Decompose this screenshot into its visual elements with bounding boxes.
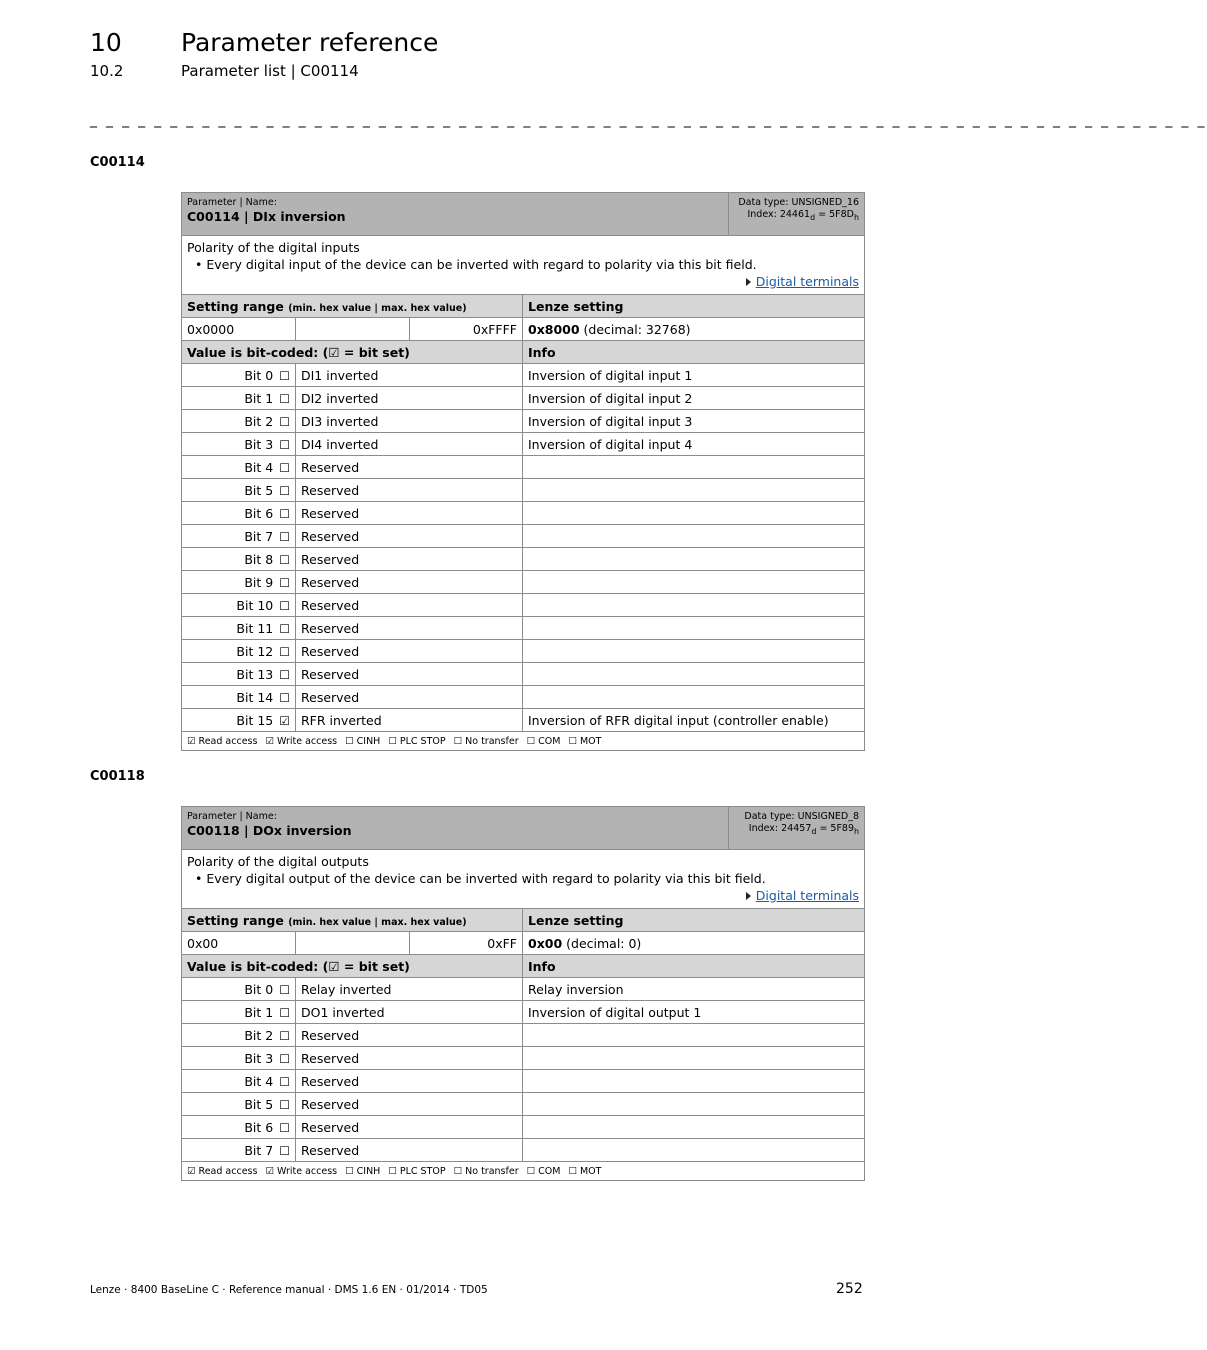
bit-number: Bit 15 ☑ [182, 709, 296, 732]
bit-row [182, 663, 865, 686]
access-flag: ☑ Read access [187, 1165, 258, 1177]
empty-cell [296, 318, 410, 341]
bit-row [182, 1001, 865, 1024]
bit-name: Reserved [296, 548, 523, 571]
checkbox-icon: ☑ [279, 713, 290, 728]
bit-number: Bit 0 ☐ [182, 364, 296, 387]
parameter-heading: C00118 [90, 769, 145, 784]
checkbox-icon: ☐ [279, 1097, 290, 1112]
bit-row [182, 1047, 865, 1070]
bit-number: Bit 9 ☐ [182, 571, 296, 594]
footer-doc-info: Lenze · 8400 BaseLine C · Reference manual · DMS 1.6 EN · 01/2014 · TD05 [90, 1284, 488, 1296]
info-label: Info [523, 955, 865, 978]
data-type-cell [729, 807, 865, 850]
bit-number: Bit 2 ☐ [182, 1024, 296, 1047]
checkbox-icon: ☐ [279, 460, 290, 475]
bit-row [182, 502, 865, 525]
min-value: 0x0000 [182, 318, 296, 341]
empty-cell [296, 932, 410, 955]
bit-number: Bit 5 ☐ [182, 1093, 296, 1116]
parameter-heading: C00114 [90, 155, 145, 170]
checkbox-icon: ☐ [279, 391, 290, 406]
bit-name: DI4 inverted [296, 433, 523, 456]
lenze-setting-value: 0x8000 (decimal: 32768) [523, 318, 865, 341]
bit-info [523, 1070, 865, 1093]
parameter-label: Parameter | Name: [187, 197, 277, 208]
checkbox-icon: ☐ [279, 483, 290, 498]
bit-info: Inversion of RFR digital input (controller enable) [523, 709, 865, 732]
max-value: 0xFFFF [410, 318, 523, 341]
bit-number: Bit 12 ☐ [182, 640, 296, 663]
access-flag: ☐ COM [526, 735, 561, 747]
checkbox-icon: ☐ [279, 575, 290, 590]
bit-name: RFR inverted [296, 709, 523, 732]
checkbox-icon: ☐ [279, 1028, 290, 1043]
bit-number: Bit 11 ☐ [182, 617, 296, 640]
bit-info [523, 548, 865, 571]
parameter-header-row [182, 807, 865, 850]
checkbox-icon: ☐ [279, 529, 290, 544]
digital-terminals-link[interactable]: Digital terminals [755, 274, 859, 289]
description-row [182, 850, 865, 909]
bit-number: Bit 5 ☐ [182, 479, 296, 502]
bitcoded-header-row [182, 341, 865, 364]
bit-number: Bit 14 ☐ [182, 686, 296, 709]
setting-range-label: Setting range (min. hex value | max. hex value) [182, 909, 523, 932]
access-flag: ☐ MOT [568, 1165, 602, 1177]
bit-name: DI2 inverted [296, 387, 523, 410]
parameter-table [181, 192, 865, 751]
cross-reference [187, 273, 859, 290]
chapter-number: 10 [90, 28, 122, 57]
bit-info [523, 1047, 865, 1070]
min-value: 0x00 [182, 932, 296, 955]
bit-number: Bit 13 ☐ [182, 663, 296, 686]
bit-number: Bit 1 ☐ [182, 1001, 296, 1024]
setting-range-row [182, 932, 865, 955]
bit-name: Reserved [296, 571, 523, 594]
bit-name: Reserved [296, 1024, 523, 1047]
access-flag: ☐ No transfer [453, 1165, 519, 1177]
bit-info [523, 1024, 865, 1047]
bit-info [523, 1093, 865, 1116]
bit-number: Bit 2 ☐ [182, 410, 296, 433]
data-type: Data type: UNSIGNED_8 [744, 811, 860, 822]
bit-name: Reserved [296, 663, 523, 686]
bit-number: Bit 3 ☐ [182, 433, 296, 456]
arrow-right-icon [746, 892, 751, 900]
setting-range-header-row [182, 295, 865, 318]
page-number: 252 [836, 1281, 863, 1297]
access-flag: ☐ MOT [568, 735, 602, 747]
parameter-header-row [182, 193, 865, 236]
section-title: Parameter list | C00114 [181, 62, 359, 80]
bit-row [182, 686, 865, 709]
bit-row [182, 548, 865, 571]
lenze-setting-value: 0x00 (decimal: 0) [523, 932, 865, 955]
bit-name: Reserved [296, 456, 523, 479]
checkbox-icon: ☐ [279, 598, 290, 613]
parameter-name-cell [182, 193, 729, 236]
bitcoded-label: Value is bit-coded: (☑ = bit set) [182, 955, 523, 978]
parameter-name: C00114 | DIx inversion [187, 209, 346, 224]
parameter-label: Parameter | Name: [187, 811, 277, 822]
header-separator: _ _ _ _ _ _ _ _ _ _ _ _ _ _ _ _ _ _ _ _ _ _ _ _ _ _ _ _ _ _ _ _ _ _ _ _ _ _ _ _ _ _ _ _ _ _ _ _ _ _ _ _ _ _ _ _ _ _ _ _ _ _ _ _ _ _ _ _ _ _ [90, 112, 1207, 128]
bit-row [182, 1116, 865, 1139]
bit-row [182, 387, 865, 410]
checkbox-icon: ☐ [279, 414, 290, 429]
chapter-title: Parameter reference [181, 28, 439, 57]
bitcoded-label: Value is bit-coded: (☑ = bit set) [182, 341, 523, 364]
bit-row [182, 594, 865, 617]
bit-row [182, 1070, 865, 1093]
checkbox-icon: ☐ [279, 437, 290, 452]
bit-info: Inversion of digital input 1 [523, 364, 865, 387]
bit-number: Bit 4 ☐ [182, 456, 296, 479]
bit-name: Reserved [296, 1047, 523, 1070]
digital-terminals-link[interactable]: Digital terminals [755, 888, 860, 903]
checkbox-icon: ☐ [279, 1120, 290, 1135]
checkbox-icon: ☐ [279, 552, 290, 567]
checkbox-icon: ☐ [279, 644, 290, 659]
bit-name: Reserved [296, 594, 523, 617]
max-value: 0xFF [410, 932, 523, 955]
description-title: Polarity of the digital inputs [187, 240, 360, 255]
bit-name: Reserved [296, 1116, 523, 1139]
bit-info [523, 502, 865, 525]
bit-info [523, 617, 865, 640]
bit-info: Inversion of digital input 2 [523, 387, 865, 410]
checkbox-icon: ☐ [279, 982, 290, 997]
bit-info [523, 663, 865, 686]
description-bullet: • Every digital input of the device can be inverted with regard to polarity via this bit field. [195, 257, 757, 272]
bit-number: Bit 3 ☐ [182, 1047, 296, 1070]
bit-name: Reserved [296, 479, 523, 502]
bit-name: Reserved [296, 502, 523, 525]
bit-info [523, 479, 865, 502]
bit-name: Reserved [296, 686, 523, 709]
bit-row [182, 709, 865, 732]
bit-info [523, 640, 865, 663]
checkbox-icon: ☐ [279, 1074, 290, 1089]
setting-range-label: Setting range (min. hex value | max. hex value) [182, 295, 523, 318]
bit-number: Bit 10 ☐ [182, 594, 296, 617]
bit-row [182, 1139, 865, 1162]
access-flag: ☐ PLC STOP [388, 1165, 446, 1177]
bit-number: Bit 6 ☐ [182, 1116, 296, 1139]
access-flag: ☐ COM [526, 1165, 561, 1177]
setting-range-row [182, 318, 865, 341]
bit-number: Bit 0 ☐ [182, 978, 296, 1001]
checkbox-icon: ☐ [279, 368, 290, 383]
index-value: Index: $24457_d = 5F89_h$ [748, 823, 860, 836]
checkbox-icon: ☐ [279, 1143, 290, 1158]
bit-name: Relay inverted [296, 978, 523, 1001]
checkbox-icon: ☐ [279, 690, 290, 705]
bit-row [182, 456, 865, 479]
bit-number: Bit 4 ☐ [182, 1070, 296, 1093]
bit-info: Inversion of digital input 4 [523, 433, 865, 456]
bit-name: DI3 inverted [296, 410, 523, 433]
bit-info [523, 686, 865, 709]
access-flag: ☐ CINH [345, 1165, 381, 1177]
description-row [182, 236, 865, 295]
access-flag: ☐ No transfer [453, 735, 519, 747]
arrow-right-icon [746, 278, 751, 286]
bit-info: Relay inversion [523, 978, 865, 1001]
bit-row [182, 479, 865, 502]
checkbox-icon: ☐ [279, 1005, 290, 1020]
bit-row [182, 571, 865, 594]
bit-number: Bit 7 ☐ [182, 1139, 296, 1162]
section-number: 10.2 [90, 62, 124, 80]
access-flag: ☑ Write access [265, 1165, 338, 1177]
bit-name: Reserved [296, 525, 523, 548]
bit-info [523, 456, 865, 479]
checkbox-icon: ☐ [279, 621, 290, 636]
data-type: Data type: UNSIGNED_16 [738, 197, 859, 208]
lenze-setting-label: Lenze setting [523, 909, 865, 932]
cross-reference [187, 887, 859, 904]
checkbox-icon: ☐ [279, 506, 290, 521]
bit-info [523, 1139, 865, 1162]
bit-info [523, 594, 865, 617]
bit-number: Bit 7 ☐ [182, 525, 296, 548]
parameter-table [181, 806, 865, 1181]
bit-info [523, 1116, 865, 1139]
index-value: Index: $24461_d = 5F8D_h$ [747, 209, 859, 222]
bit-row [182, 364, 865, 387]
bit-name: DI1 inverted [296, 364, 523, 387]
bit-row [182, 1093, 865, 1116]
bit-name: Reserved [296, 1139, 523, 1162]
description-title: Polarity of the digital outputs [187, 854, 369, 869]
parameter-name-cell [182, 807, 729, 850]
access-flags-row [182, 732, 865, 751]
access-flags-row [182, 1162, 865, 1181]
bit-row [182, 410, 865, 433]
checkbox-icon: ☐ [279, 1051, 290, 1066]
bit-row [182, 640, 865, 663]
lenze-setting-label: Lenze setting [523, 295, 865, 318]
bit-info [523, 525, 865, 548]
access-flag: ☑ Read access [187, 735, 258, 747]
bit-name: Reserved [296, 640, 523, 663]
bit-name: Reserved [296, 1093, 523, 1116]
bit-number: Bit 8 ☐ [182, 548, 296, 571]
bit-name: Reserved [296, 617, 523, 640]
checkbox-icon: ☐ [279, 667, 290, 682]
bit-row [182, 978, 865, 1001]
parameter-name: C00118 | DOx inversion [187, 823, 352, 838]
data-type-cell [729, 193, 865, 236]
bitcoded-header-row [182, 955, 865, 978]
setting-range-header-row [182, 909, 865, 932]
info-label: Info [523, 341, 865, 364]
bit-name: DO1 inverted [296, 1001, 523, 1024]
access-flag: ☐ PLC STOP [388, 735, 446, 747]
bit-row [182, 433, 865, 456]
bit-row [182, 525, 865, 548]
bit-info [523, 571, 865, 594]
bit-row [182, 617, 865, 640]
bit-info: Inversion of digital input 3 [523, 410, 865, 433]
access-flag: ☑ Write access [265, 735, 338, 747]
bit-name: Reserved [296, 1070, 523, 1093]
access-flag: ☐ CINH [345, 735, 381, 747]
bit-number: Bit 6 ☐ [182, 502, 296, 525]
bit-info: Inversion of digital output 1 [523, 1001, 865, 1024]
bit-number: Bit 1 ☐ [182, 387, 296, 410]
description-bullet: • Every digital output of the device can be inverted with regard to polarity via this bit field. [195, 871, 766, 886]
bit-row [182, 1024, 865, 1047]
